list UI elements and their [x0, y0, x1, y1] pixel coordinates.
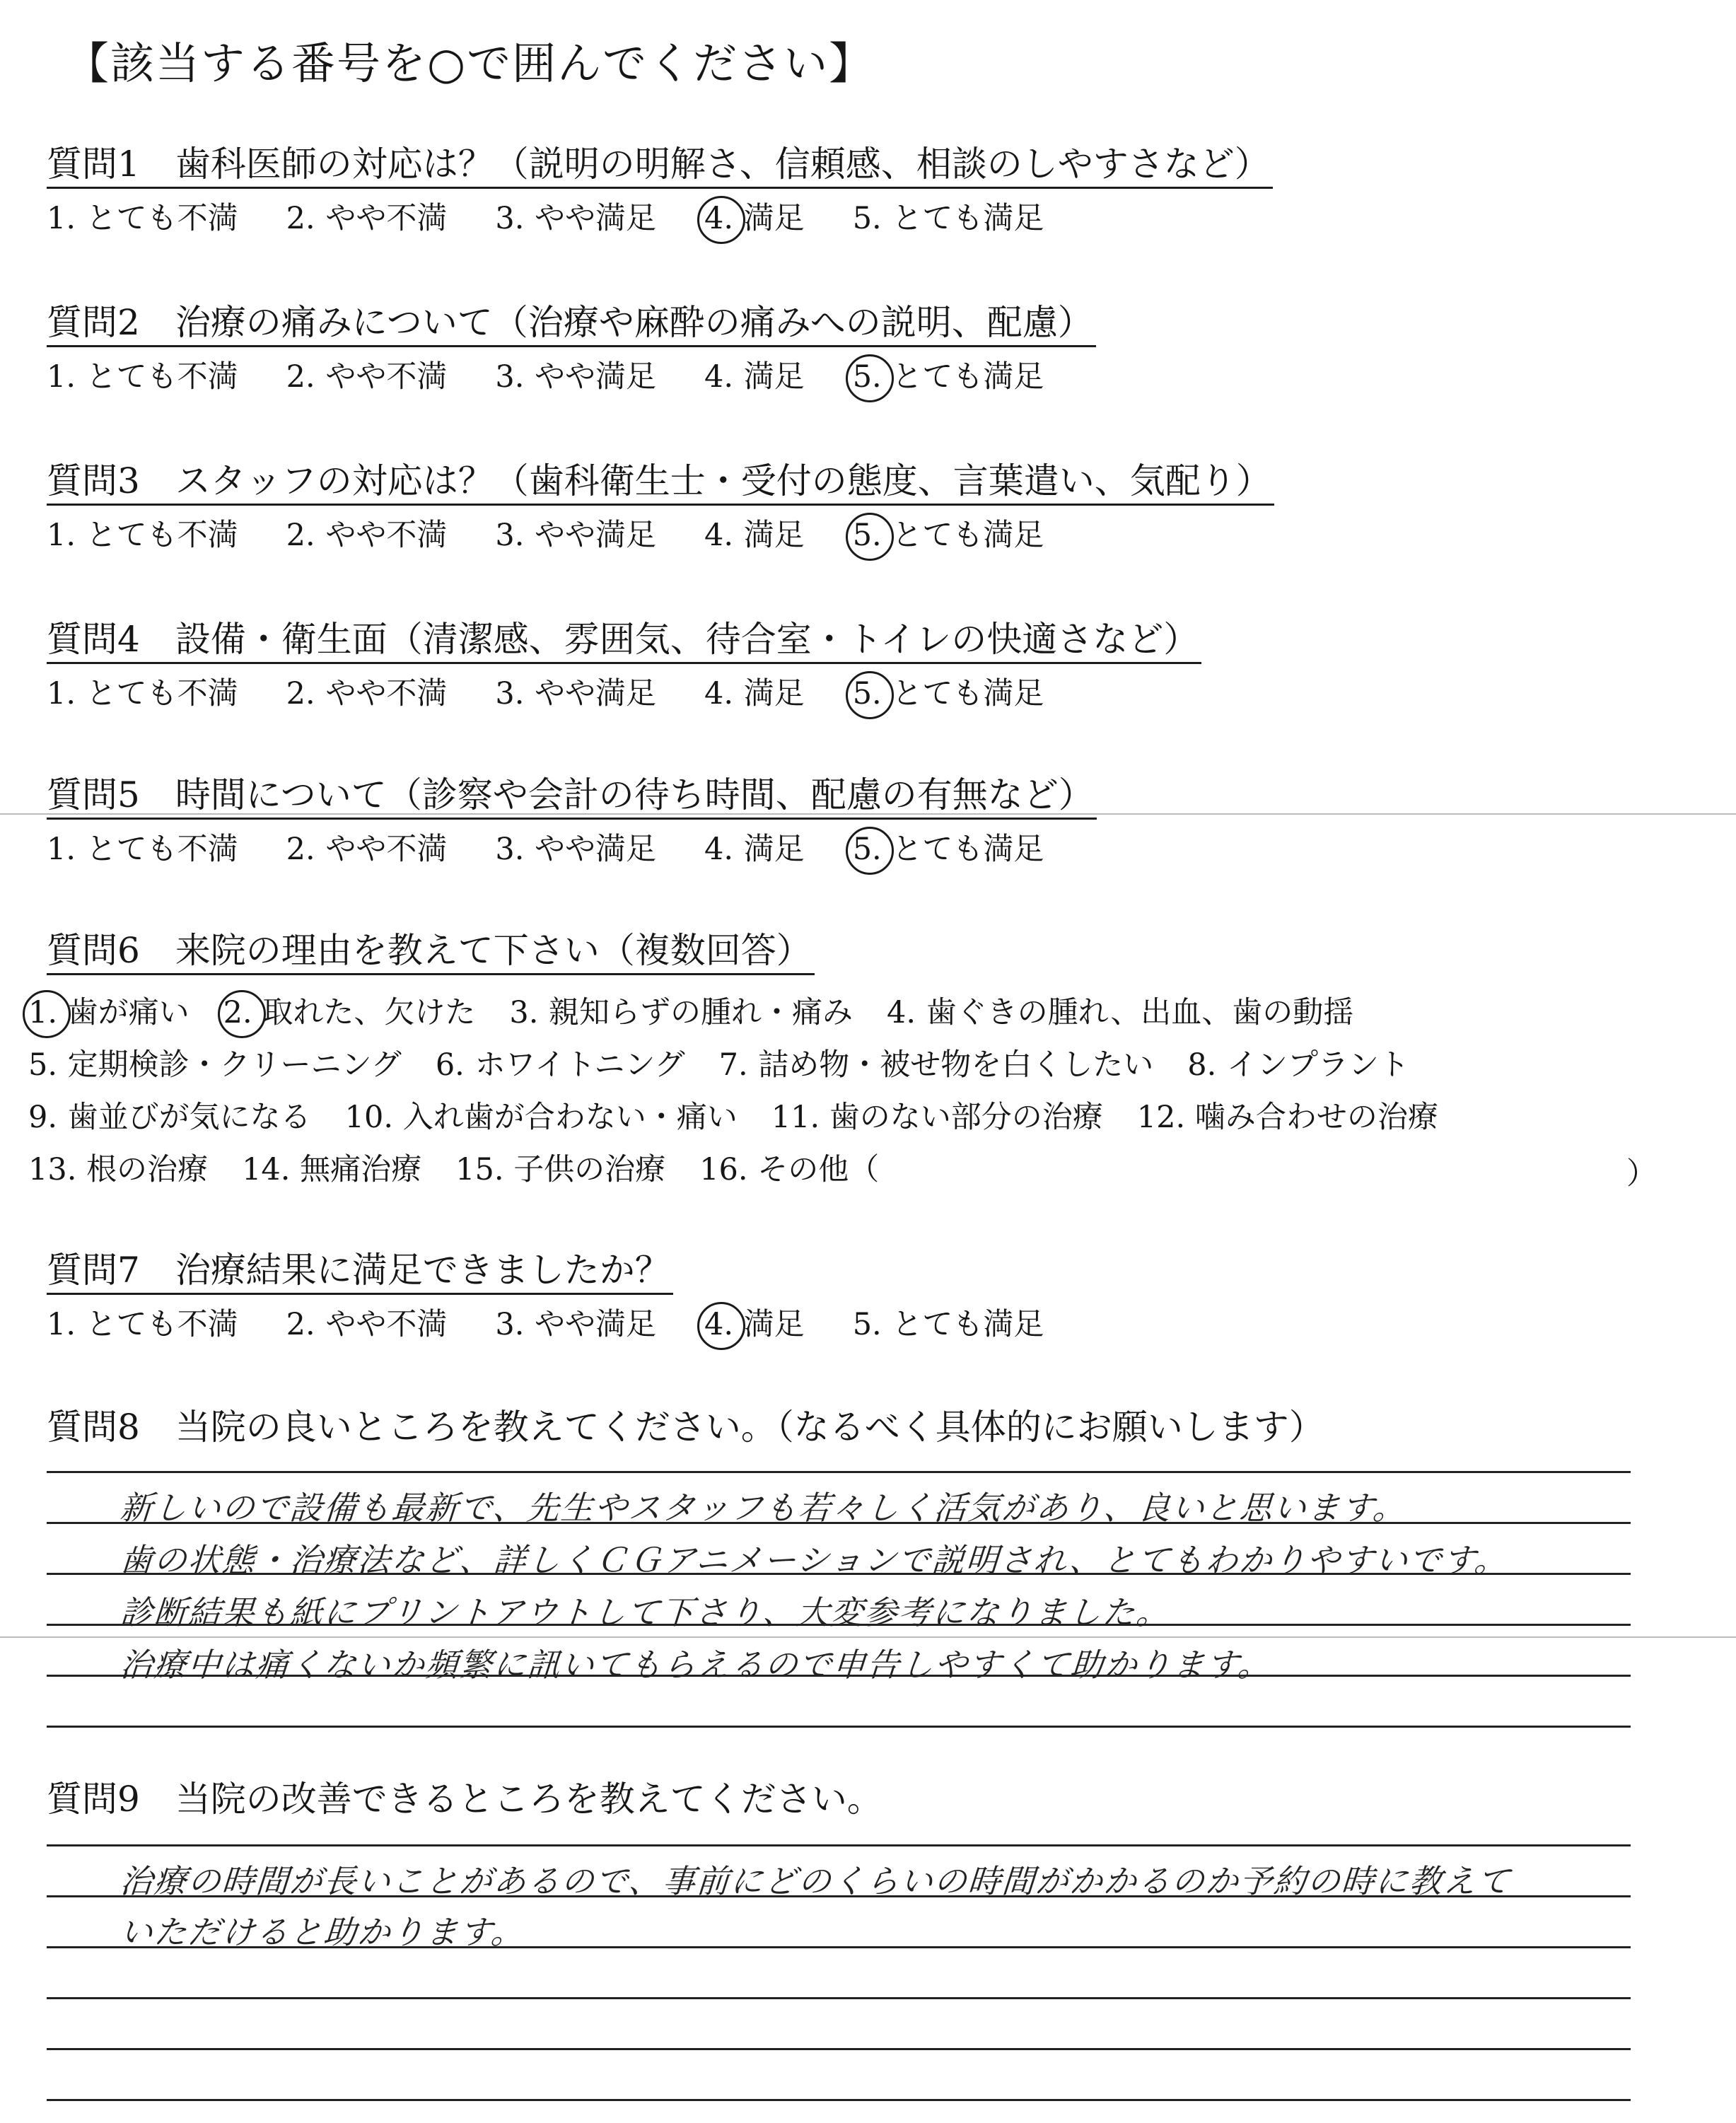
q5-option-1[interactable]: 1. とても不満 [47, 832, 238, 867]
question-6 [47, 928, 815, 975]
q2-option-1[interactable]: 1. とても不満 [47, 359, 238, 395]
question-7-title: 質問7 治療結果に満足できましたか？ [47, 1247, 673, 1295]
question-2 [47, 300, 1096, 397]
q6-row-3 [28, 1098, 1472, 1137]
q9-line-4 [47, 1997, 1631, 1999]
q3-option-1[interactable]: 1. とても不満 [47, 518, 238, 553]
q4-option-4[interactable]: 4. 満足 [704, 676, 805, 711]
q4-option-2[interactable]: 2. やや不満 [286, 676, 448, 711]
q3-option-5[interactable]: 5. とても満足 [853, 516, 1044, 555]
question-9-title: 質問9 当院の改善できるところを教えてください。 [47, 1779, 882, 1820]
q1-option-1[interactable]: 1. とても不満 [47, 201, 238, 236]
q6-option-15[interactable]: 15. 子供の治療 [455, 1152, 666, 1187]
q3-option-3[interactable]: 3. やや満足 [495, 518, 657, 553]
q3-option-2[interactable]: 2. やや不満 [286, 518, 448, 553]
q6-option-7[interactable]: 7. 詰め物・被せ物を白くしたい [718, 1047, 1154, 1083]
answer-circle [846, 827, 894, 875]
question-7 [47, 1247, 1092, 1344]
question-1-title: 質問1 歯科医師の対応は？（説明の明解さ、信頼感、相談のしやすさなど） [47, 141, 1273, 189]
q6-row-1 [28, 993, 1387, 1033]
q6-option-5[interactable]: 5. 定期検診・クリーニング [28, 1047, 402, 1083]
question-5-title: 質問5 時間について（診察や会計の待ち時間、配慮の有無など） [47, 772, 1097, 820]
question-1-options [47, 199, 1273, 238]
q6-row-2 [28, 1045, 1443, 1085]
q4-option-3[interactable]: 3. やや満足 [495, 676, 657, 711]
question-7-options [47, 1305, 1092, 1344]
q8-answer-line-4[interactable]: 治療中は痛くないか頻繁に訊いてもらえるので申告しやすくて助かります。 [118, 1646, 1274, 1684]
q7-option-4[interactable]: 4. 満足 [704, 1305, 805, 1344]
q6-option-8[interactable]: 8. インプラント [1187, 1047, 1409, 1083]
answer-circle [23, 990, 71, 1038]
q8-line-6 [47, 1726, 1631, 1728]
q5-option-4[interactable]: 4. 満足 [704, 832, 805, 867]
q9-line-6 [47, 2099, 1631, 2101]
question-4-title: 質問4 設備・衛生面（清潔感、雰囲気、待合室・トイレの快適さなど） [47, 617, 1201, 664]
question-2-options [47, 357, 1096, 397]
q5-option-2[interactable]: 2. やや不満 [286, 832, 448, 867]
q8-line-1 [47, 1471, 1631, 1473]
q9-answer-line-2[interactable]: いただけると助かります。 [118, 1913, 527, 1951]
q4-option-5[interactable]: 5. とても満足 [853, 674, 1044, 714]
q5-option-5[interactable]: 5. とても満足 [853, 830, 1044, 869]
question-2-title: 質問2 治療の痛みについて（治療や麻酔の痛みへの説明、配慮） [47, 300, 1096, 347]
q2-option-2[interactable]: 2. やや不満 [286, 359, 448, 395]
question-3-options [47, 516, 1274, 555]
scan-artifact-line [0, 1636, 1736, 1638]
q6-option-14[interactable]: 14. 無痛治療 [242, 1152, 422, 1187]
q6-option-11[interactable]: 11. 歯のない部分の治療 [771, 1100, 1103, 1135]
answer-circle [846, 671, 894, 719]
q7-option-2[interactable]: 2. やや不満 [286, 1307, 448, 1342]
question-8-title: 質問8 当院の良いところを教えてください。（なるべく具体的にお願いします） [47, 1407, 1324, 1448]
question-5-options [47, 830, 1097, 869]
q6-option-10[interactable]: 10. 入れ歯が合わない・痛い [344, 1100, 738, 1135]
answer-circle [218, 990, 266, 1038]
q8-answer-line-1[interactable]: 新しいので設備も最新で、先生やスタッフも若々しく活気があり、良いと思います。 [118, 1489, 1409, 1527]
question-6-title: 質問6 来院の理由を教えて下さい（複数回答） [47, 928, 815, 975]
q1-option-4[interactable]: 4. 満足 [704, 199, 805, 238]
q6-row-4 [28, 1150, 913, 1190]
q6-option-4[interactable]: 4. 歯ぐきの腫れ、出血、歯の動揺 [887, 995, 1354, 1030]
q6-option-13[interactable]: 13. 根の治療 [28, 1152, 209, 1187]
q2-option-5[interactable]: 5. とても満足 [853, 357, 1044, 397]
q1-option-2[interactable]: 2. やや不満 [286, 201, 448, 236]
q6-option-6[interactable]: 6. ホワイトニング [435, 1047, 685, 1083]
answer-circle [846, 354, 894, 402]
q7-option-5[interactable]: 5. とても満足 [852, 1307, 1044, 1342]
q6-option-12[interactable]: 12. 噛み合わせの治療 [1136, 1100, 1438, 1135]
q6-other-close-paren: ） [1626, 1156, 1657, 1192]
question-8 [47, 1404, 1327, 1450]
q6-option-9[interactable]: 9. 歯並びが気になる [28, 1100, 311, 1135]
question-5 [47, 772, 1097, 869]
answer-circle [846, 513, 894, 561]
question-3 [47, 458, 1274, 555]
q3-option-4[interactable]: 4. 満足 [704, 518, 805, 553]
answer-circle [697, 1302, 745, 1350]
question-4-options [47, 674, 1201, 714]
q1-option-3[interactable]: 3. やや満足 [495, 201, 657, 236]
question-3-title: 質問3 スタッフの対応は？（歯科衛生士・受付の態度、言葉遣い、気配り） [47, 458, 1274, 506]
q2-option-3[interactable]: 3. やや満足 [495, 359, 657, 395]
q5-option-3[interactable]: 3. やや満足 [495, 832, 657, 867]
q1-option-5[interactable]: 5. とても満足 [852, 201, 1044, 236]
answer-circle [697, 196, 745, 244]
question-4 [47, 617, 1201, 714]
q6-option-3[interactable]: 3. 親知らずの腫れ・痛み [509, 995, 854, 1030]
q6-option-16[interactable]: 16. その他（ [699, 1152, 880, 1187]
q9-answer-line-1[interactable]: 治療の時間が長いことがあるので、事前にどのくらいの時間がかかるのか予約の時に教えて [118, 1862, 1513, 1900]
q4-option-1[interactable]: 1. とても不満 [47, 676, 238, 711]
q2-option-4[interactable]: 4. 満足 [704, 359, 805, 395]
q8-answer-line-3[interactable]: 診断結果も紙にプリントアウトして下さり、大変参考になりました。 [118, 1593, 1172, 1631]
q8-answer-line-2[interactable]: 歯の状態・治療法など、詳しくＣＧアニメーションで説明され、とてもわかりやすいです。 [118, 1541, 1510, 1579]
q6-option-2[interactable]: 2. 取れた、欠けた [223, 993, 476, 1033]
q7-option-3[interactable]: 3. やや満足 [495, 1307, 657, 1342]
page-title: 【該当する番号を○で囲んでください】 [65, 37, 875, 89]
q6-option-1[interactable]: 1. 歯が痛い [28, 993, 190, 1033]
q9-line-5 [47, 2048, 1631, 2050]
q9-line-1 [47, 1844, 1631, 1846]
question-1 [47, 141, 1273, 238]
question-9 [47, 1776, 885, 1822]
q7-option-1[interactable]: 1. とても不満 [47, 1307, 238, 1342]
